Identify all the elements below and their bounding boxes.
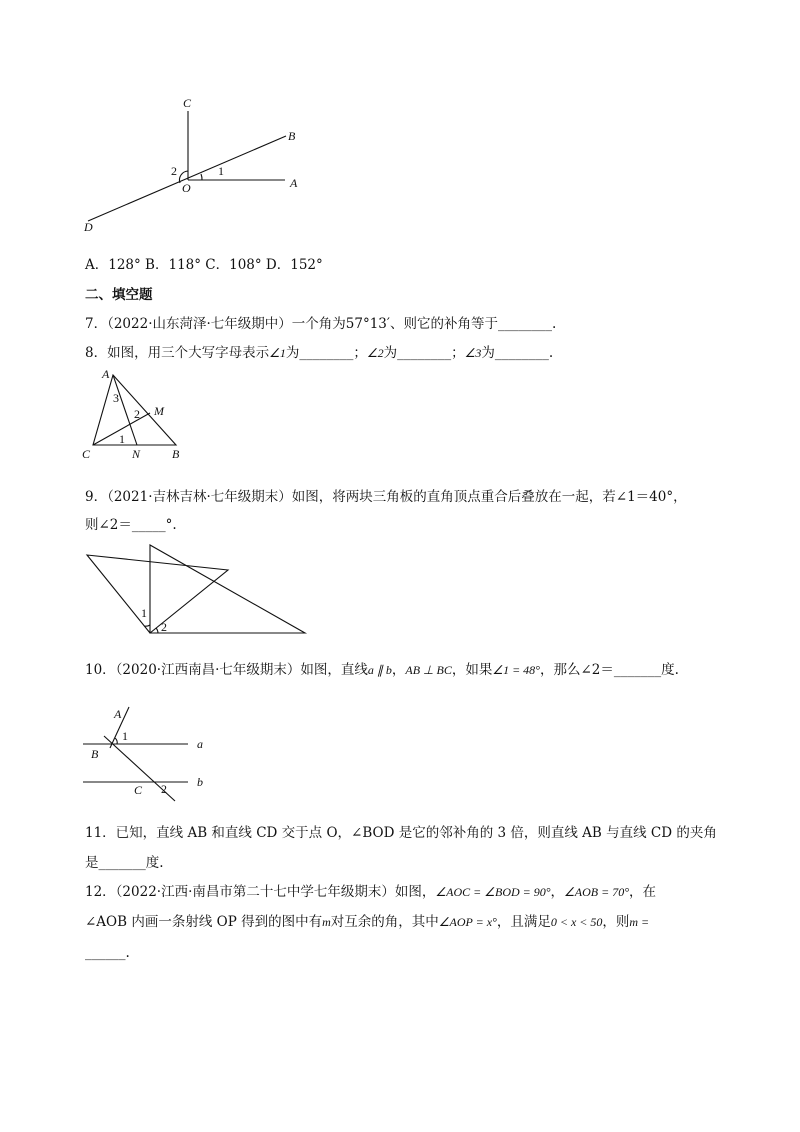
- q8-angle2: ∠2: [366, 346, 384, 360]
- label-m: M: [154, 404, 164, 418]
- q12-eq1: ∠AOC = ∠BOD = 90°: [435, 885, 551, 899]
- q12-line2a: ∠AOB 内画一条射线 OP 得到的图中有: [85, 914, 323, 930]
- q6-options: A．128° B．118° C．108° D．152°: [85, 257, 323, 273]
- label-c: C: [183, 96, 192, 110]
- question-10: [85, 660, 679, 680]
- angle-2-arc: [156, 628, 158, 633]
- q12-eq2: ∠AOB = 70°: [564, 885, 630, 899]
- label-a: A: [102, 367, 110, 381]
- q10-part3: ，如果: [451, 662, 493, 678]
- label-d: D: [84, 220, 93, 234]
- q10-part1: 10．（2020·江西南昌·七年级期末）如图，直线: [85, 662, 368, 678]
- q12-sep: ，: [550, 884, 565, 900]
- q10-part2: ，: [391, 662, 406, 678]
- q10-part4: ，那么∠2＝_______度.: [539, 662, 679, 678]
- question-7: 7．（2022·山东菏泽·七年级期中）一个角为57°13′、则它的补角等于________.: [85, 316, 557, 332]
- question-12-line1: [85, 882, 656, 902]
- q8-part1: 8．如图，用三个大写字母表示: [85, 345, 270, 361]
- question-11-line2: 是_______度.: [85, 855, 164, 871]
- label-line-a: a: [197, 737, 203, 751]
- label-b-point: B: [91, 747, 99, 761]
- q12-inequality: 0 < x < 50: [550, 915, 603, 929]
- question-12-line3: ______.: [85, 945, 130, 961]
- question-9-line1: 9．（2021·吉林吉林·七年级期末）如图，将两块三角板的直角顶点重合后叠放在一起，若∠1＝40°，: [85, 489, 687, 505]
- label-b: B: [172, 447, 180, 461]
- label-angle-3: 3: [113, 391, 119, 405]
- label-angle-2: 2: [134, 407, 140, 421]
- label-a-point: A: [114, 707, 122, 721]
- q10-perpendicular: AB ⊥ BC: [405, 663, 452, 677]
- q10-angle: ∠1 = 48°: [492, 663, 540, 677]
- label-angle-2: 2: [171, 164, 177, 178]
- triangle-board-1: [150, 545, 305, 633]
- label-c-point: C: [134, 783, 143, 797]
- label-angle-2: 2: [161, 782, 167, 796]
- label-angle-2: 2: [161, 620, 167, 634]
- q12-m-equals: m =: [629, 915, 650, 929]
- q12-part2: ，在: [629, 884, 657, 900]
- q8-part3: 为________；: [383, 345, 465, 361]
- label-angle-1: 1: [218, 164, 224, 178]
- q8-part2: 为________；: [285, 345, 367, 361]
- q8-figure: [80, 365, 200, 465]
- label-line-b: b: [197, 775, 203, 789]
- q8-angle3: ∠3: [464, 346, 482, 360]
- q12-line2b: 对互余的角，其中: [330, 914, 439, 930]
- angle-1-arc: [115, 738, 117, 744]
- q12-m: m: [322, 915, 331, 929]
- question-8: [85, 343, 553, 363]
- angle-1-arc: [201, 174, 202, 180]
- label-n: N: [132, 447, 141, 461]
- label-b: B: [288, 129, 296, 143]
- label-angle-1: 1: [122, 729, 128, 743]
- q8-part4: 为________.: [481, 345, 554, 361]
- q9-figure: [85, 540, 315, 640]
- line-db: [88, 136, 286, 221]
- question-9-line2: 则∠2＝_____°.: [85, 517, 177, 533]
- label-a: A: [290, 176, 298, 190]
- q12-eq3: ∠AOP = x°: [438, 915, 497, 929]
- label-o: O: [182, 181, 191, 195]
- q8-angle1: ∠1: [269, 346, 286, 360]
- section-title: 二、填空题: [85, 287, 153, 303]
- question-12-line2: [85, 912, 649, 932]
- q12-line2d: ，则: [602, 914, 630, 930]
- q12-part1: 12．（2022·江西·南昌市第二十七中学七年级期末）如图，: [85, 884, 436, 900]
- triangle-board-2: [87, 555, 228, 633]
- q12-line2c: ，且满足: [496, 914, 551, 930]
- label-angle-1: 1: [141, 606, 147, 620]
- q10-parallel: a ∥ b: [367, 663, 392, 677]
- angle-1-arc: [144, 625, 150, 626]
- label-angle-1: 1: [119, 432, 125, 446]
- label-c: C: [82, 447, 91, 461]
- q10-figure: [80, 703, 220, 808]
- question-11-line1: 11．已知，直线 AB 和直线 CD 交于点 O，∠BOD 是它的邻补角的 3 倍，则直线 AB 与直线 CD 的夹角: [85, 825, 717, 841]
- q6-figure: [80, 95, 320, 240]
